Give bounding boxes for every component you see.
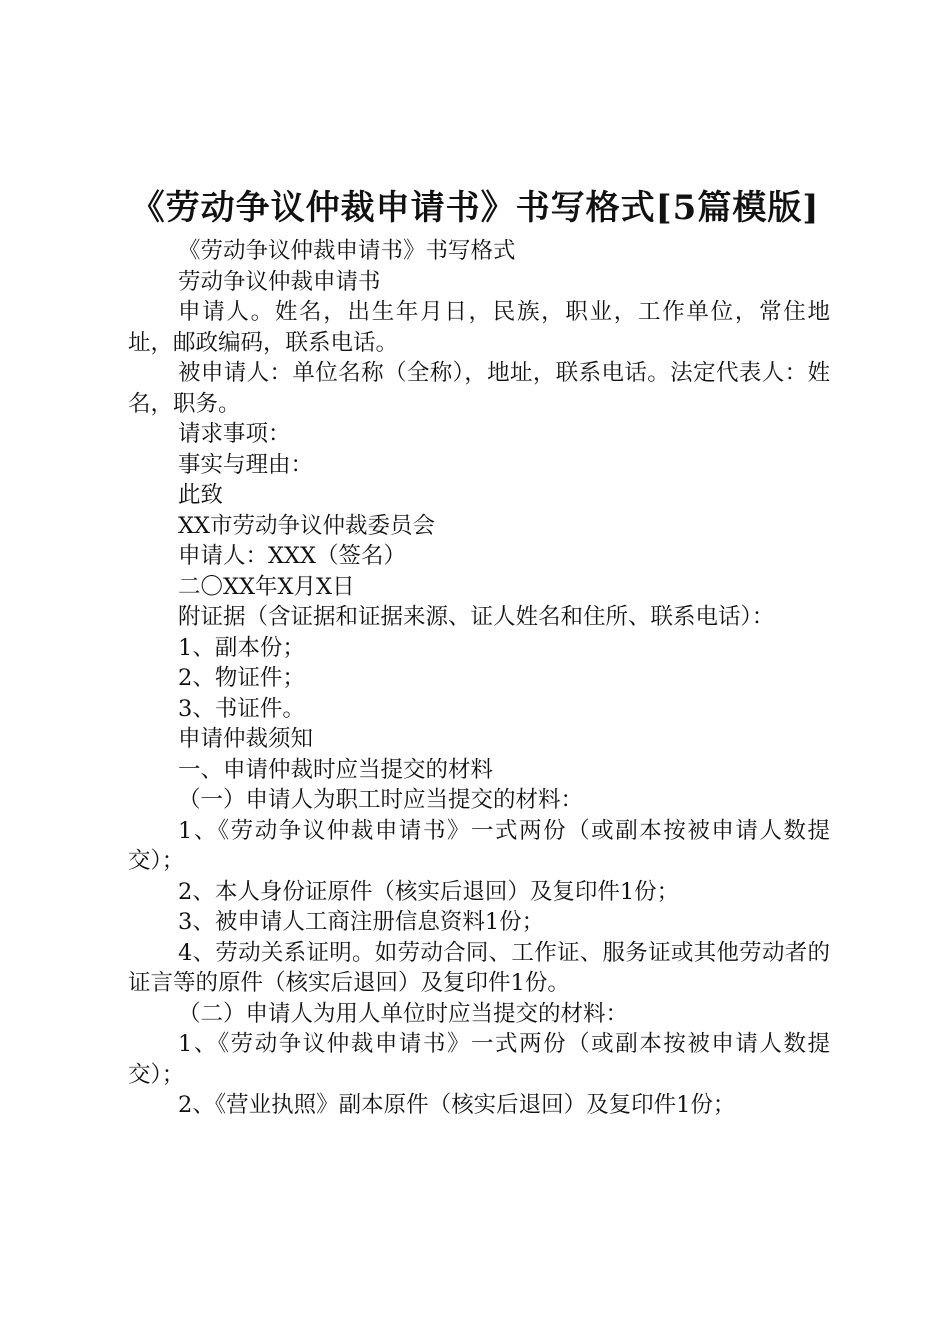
- paragraph-evidence: 附证据（含证据和证据来源、证人姓名和住所、联系电话）：: [178, 604, 775, 630]
- section-heading: 一、申请仲裁时应当提交的材料: [178, 756, 494, 783]
- document-body: [128, 236, 830, 1121]
- paragraph-date: 二〇XX年X月X日: [178, 573, 355, 600]
- subsection-heading: （二）申请人为用人单位时应当提交的材料：: [178, 1000, 629, 1027]
- list-item: 2、本人身份证原件（核实后退回）及复印件1份；: [178, 878, 680, 905]
- paragraph-applicant: 申请人。姓名，出生年月日，民族，职业，工作单位，常住地址，邮政编码，联系电话。: [128, 299, 830, 356]
- paragraph-subtitle: 《劳动争议仲裁申请书》书写格式: [178, 238, 516, 264]
- document-title: 《劳动争议仲裁申请书》书写格式[5篇模版]: [130, 188, 820, 228]
- section-heading: 申请仲裁须知: [178, 726, 314, 752]
- list-item: 3、书证件。: [178, 695, 305, 722]
- paragraph-respondent: 被申请人：单位名称（全称），地址，联系电话。法定代表人：姓名，职务。: [128, 360, 830, 417]
- list-item: 2、《营业执照》副本原件（核实后退回）及复印件1份；: [178, 1092, 736, 1118]
- paragraph-claims: 请求事项：: [178, 421, 291, 447]
- list-item: 1、副本份；: [178, 634, 305, 661]
- paragraph-signature: 申请人：XXX（签名）: [178, 543, 407, 569]
- paragraph-form-heading: 劳动争议仲裁申请书: [178, 268, 381, 295]
- list-item: 2、物证件；: [178, 665, 305, 691]
- list-item: 4、劳动关系证明。如劳动合同、工作证、服务证或其他劳动者的证言等的原件（核实后退回）及复印件1份。: [128, 939, 830, 996]
- list-item: 3、被申请人工商注册信息资料1份；: [178, 909, 545, 935]
- list-item: 1、《劳动争议仲裁申请书》一式两份（或副本按被申请人数提交）；: [128, 817, 830, 874]
- subsection-heading: （一）申请人为职工时应当提交的材料：: [178, 787, 584, 813]
- paragraph-committee: XX市劳动争议仲裁委员会: [178, 512, 436, 539]
- list-item: 1、《劳动争议仲裁申请书》一式两份（或副本按被申请人数提交）；: [128, 1031, 830, 1088]
- paragraph-facts: 事实与理由：: [178, 451, 314, 478]
- paragraph-salutation: 此致: [178, 482, 224, 508]
